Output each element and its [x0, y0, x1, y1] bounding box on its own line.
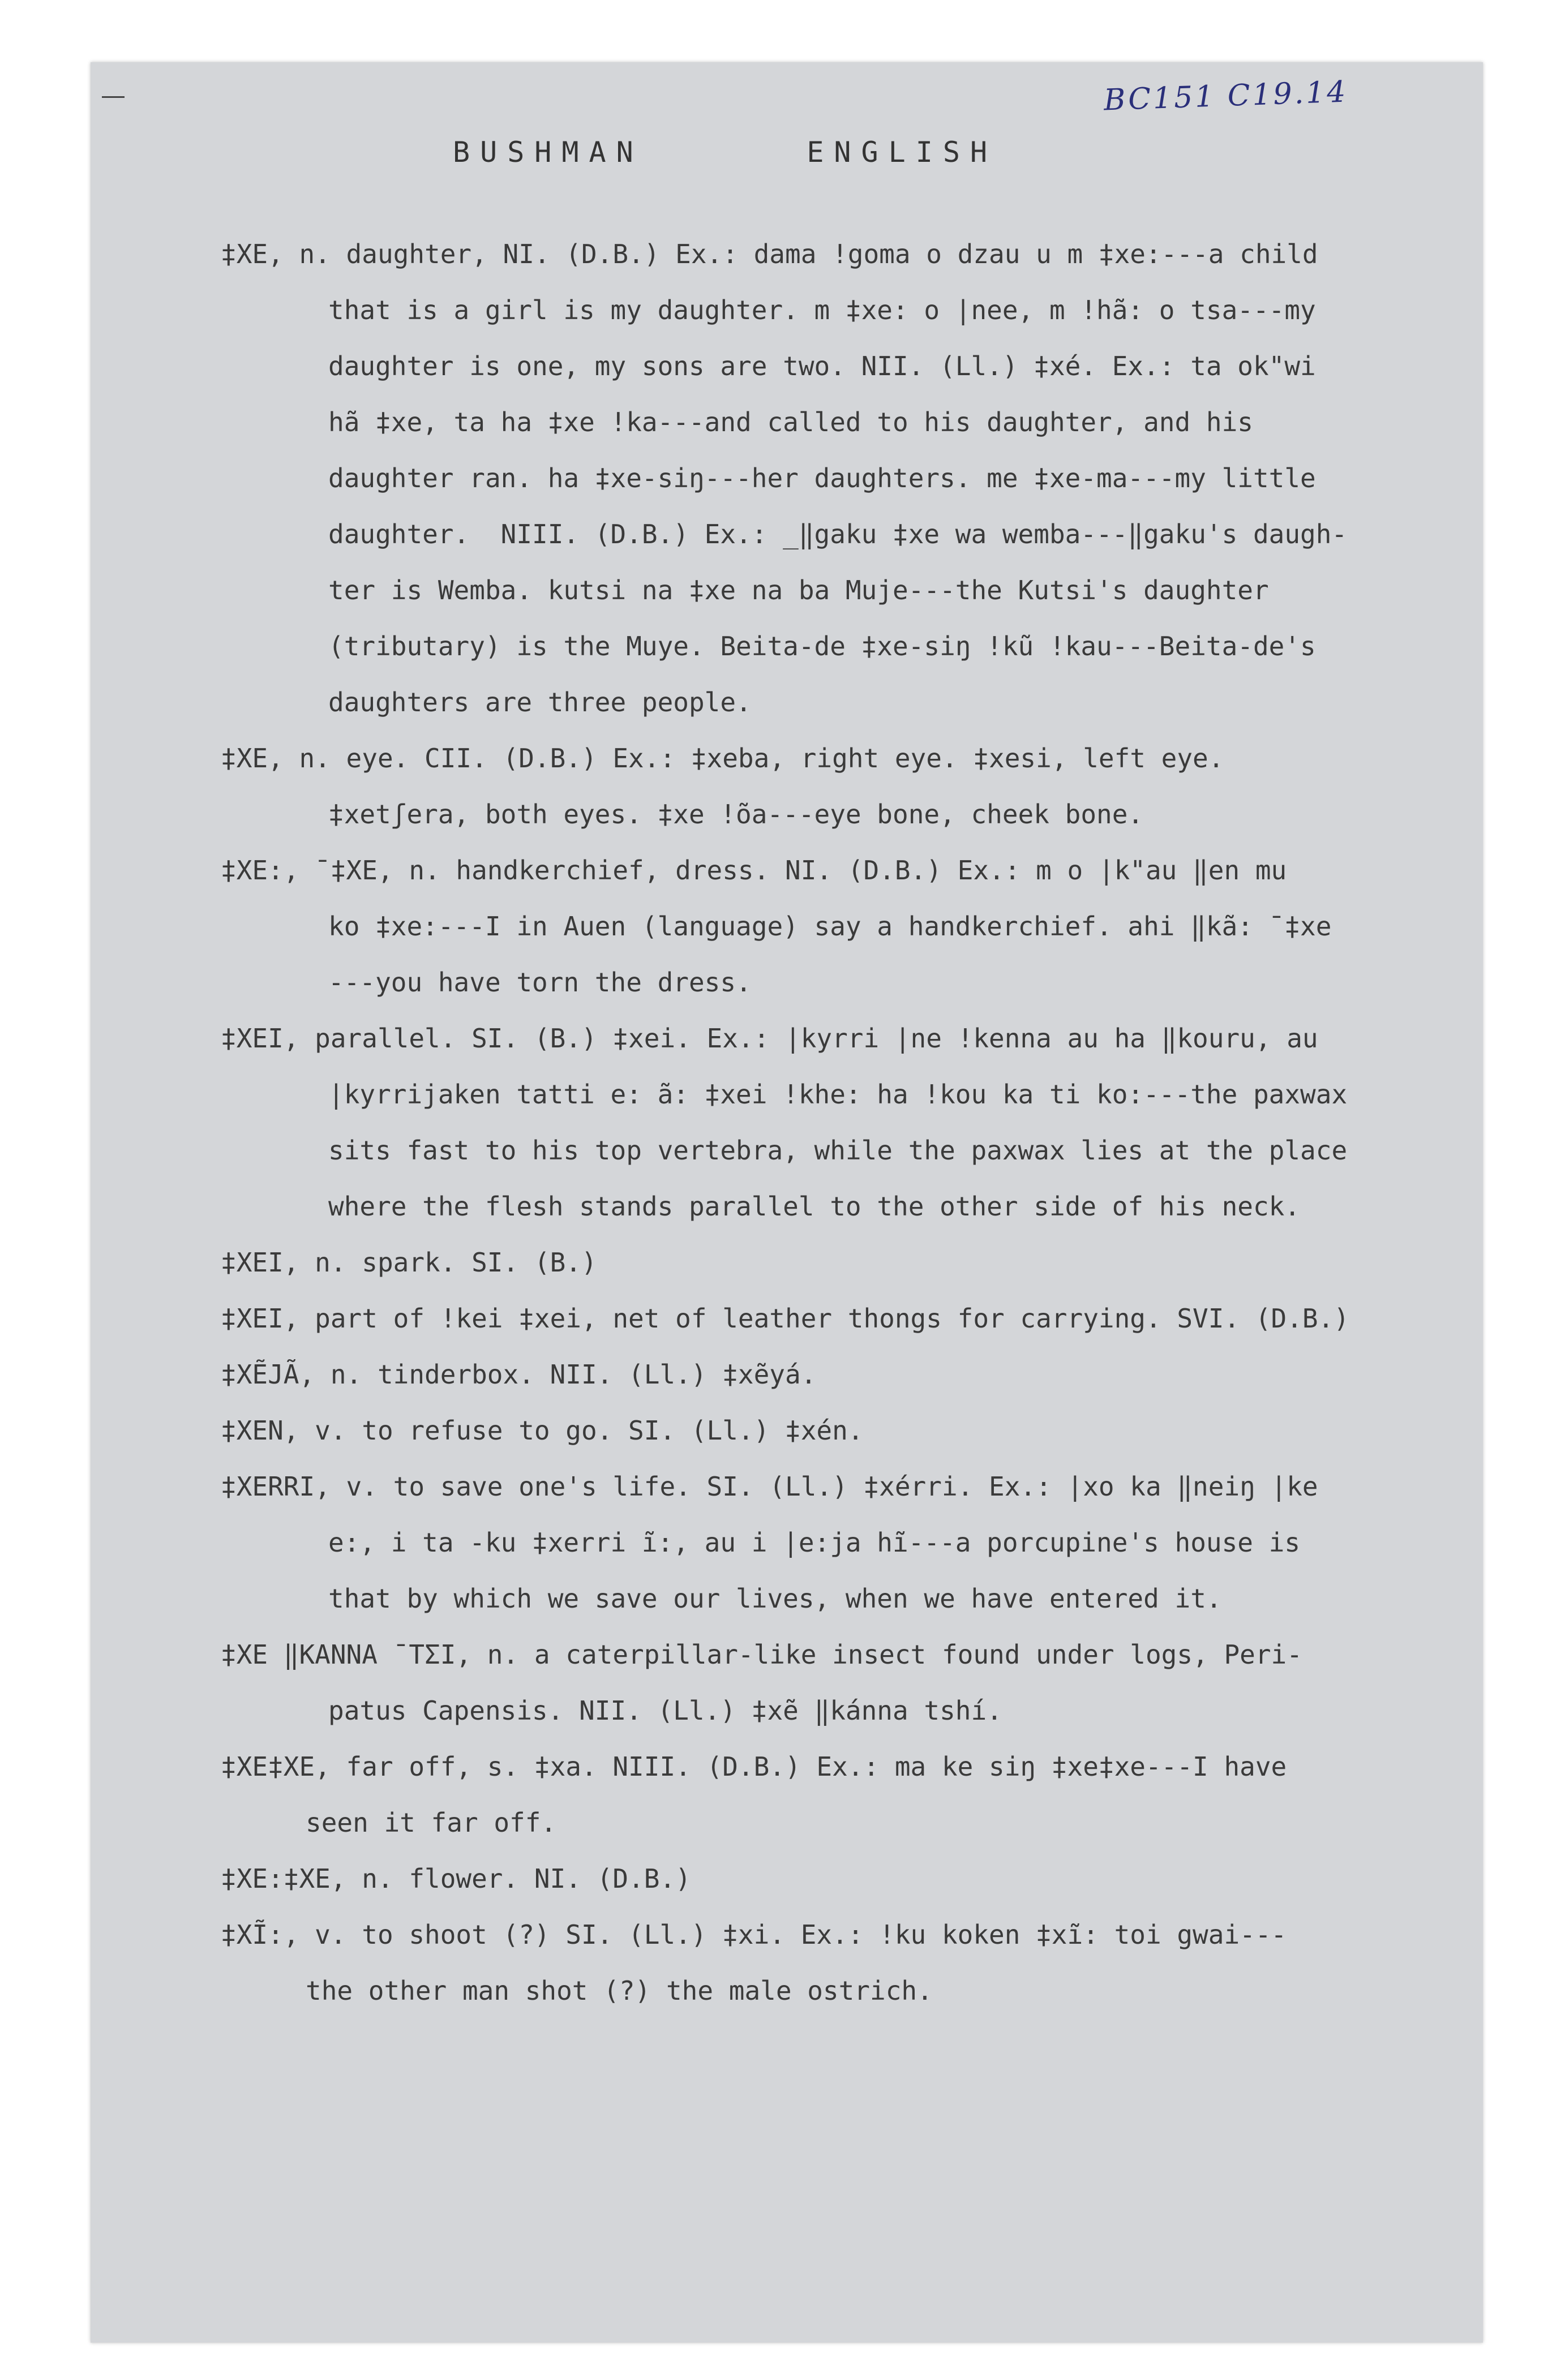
- entry-line: ‡XE, n. eye. CII. (D.B.) Ex.: ‡xeba, right eye. ‡xesi, left eye.: [221, 743, 1224, 774]
- entry-line: sits fast to his top vertebra, while the paxwax lies at the place: [328, 1135, 1348, 1166]
- entry-line: daughter ran. ha ‡xe-siŋ---her daughters. me ‡xe-ma---my little: [328, 463, 1316, 493]
- dictionary-entry: [221, 226, 1438, 731]
- entry-line: ‡XE, n. daughter, NI. (D.B.) Ex.: dama !goma o dzau u m ‡xe:---a child: [221, 239, 1318, 269]
- dictionary-entry: [221, 1235, 1438, 1291]
- entry-line: ko ‡xe:---I in Auen (language) say a handkerchief. ahi ‖kã: ¯‡xe: [328, 911, 1332, 942]
- entry-line: the other man shot (?) the male ostrich.: [306, 1975, 933, 2006]
- entry-line: |kyrrijaken tatti e: ã: ‡xei !khe: ha !kou ka ti ko:---the paxwax: [328, 1079, 1348, 1110]
- entry-line: seen it far off.: [306, 1807, 557, 1838]
- dictionary-entry: [221, 1851, 1438, 1907]
- dictionary-entry: [221, 1907, 1438, 2019]
- entry-line: ‡XERRI, v. to save one's life. SI. (Ll.) ‡xérri. Ex.: |xo ka ‖neiŋ |ke: [221, 1471, 1318, 1502]
- entry-line: ter is Wemba. kutsi na ‡xe na ba Muje---the Kutsi's daughter: [328, 575, 1269, 605]
- entry-line: ‡XEI, part of !kei ‡xei, net of leather thongs for carrying. SVI. (D.B.): [221, 1303, 1349, 1334]
- entry-line: daughter. NIII. (D.B.) Ex.: _‖gaku ‡xe wa wemba---‖gaku's daugh-: [328, 519, 1348, 549]
- entry-line: daughter is one, my sons are two. NII. (Ll.) ‡xé. Ex.: ta ok"wi: [328, 351, 1316, 381]
- page-header: BUSHMAN ENGLISH: [453, 136, 998, 169]
- entry-line: ‡XẼJÃ, n. tinderbox. NII. (Ll.) ‡xẽyá.: [221, 1359, 817, 1390]
- entry-line: ‡XE‡XE, far off, s. ‡xa. NIII. (D.B.) Ex.: ma ke siŋ ‡xe‡xe---I have: [221, 1751, 1287, 1782]
- dictionary-entry: [221, 1403, 1438, 1459]
- entry-line: (tributary) is the Muye. Beita-de ‡xe-siŋ !kũ !kau---Beita-de's: [328, 631, 1316, 661]
- entry-line: ‡XEN, v. to refuse to go. SI. (Ll.) ‡xén.: [221, 1415, 864, 1446]
- margin-mark: [102, 96, 125, 98]
- entry-line: ‡XĨ:, v. to shoot (?) SI. (Ll.) ‡xi. Ex.: !ku koken ‡xĩ: toi gwai---: [221, 1919, 1287, 1950]
- dictionary-entry: [221, 1347, 1438, 1403]
- entry-line: that is a girl is my daughter. m ‡xe: o |nee, m !hã: o tsa---my: [328, 295, 1316, 325]
- entry-line: ‡XEI, n. spark. SI. (B.): [221, 1247, 597, 1278]
- dictionary-entry: [221, 1459, 1438, 1627]
- entry-line: ‡XE:‡XE, n. flower. NI. (D.B.): [221, 1863, 691, 1894]
- typed-page: [91, 62, 1483, 2343]
- entry-line: ‡XE ‖KANNA ¯TΣI, n. a caterpillar-like insect found under logs, Peri-: [221, 1639, 1302, 1670]
- entry-line: ‡XE:, ¯‡XE, n. handkerchief, dress. NI. (D.B.) Ex.: m o |k"au ‖en mu: [221, 855, 1287, 886]
- archive-reference: BC151 C19.14: [1103, 75, 1349, 118]
- entry-line: ---you have torn the dress.: [328, 967, 752, 998]
- entry-line: where the flesh stands parallel to the other side of his neck.: [328, 1191, 1301, 1222]
- entry-line: ‡xetʃera, both eyes. ‡xe !õa---eye bone, cheek bone.: [328, 799, 1144, 830]
- entry-line: hã ‡xe, ta ha ‡xe !ka---and called to his daughter, and his: [328, 407, 1253, 437]
- entry-line: that by which we save our lives, when we have entered it.: [328, 1583, 1222, 1614]
- entry-line: daughters are three people.: [328, 687, 752, 718]
- dictionary-entry: [221, 1739, 1438, 1851]
- dictionary-entry: [221, 731, 1438, 843]
- dictionary-entries: [221, 226, 1438, 2019]
- dictionary-entry: [221, 1011, 1438, 1235]
- dictionary-entry: [221, 1291, 1438, 1347]
- entry-line: ‡XEI, parallel. SI. (B.) ‡xei. Ex.: |kyrri |ne !kenna au ha ‖kouru, au: [221, 1023, 1318, 1054]
- entry-line: patus Capensis. NII. (Ll.) ‡xẽ ‖kánna tshí.: [328, 1695, 1002, 1726]
- entry-line: e:, i ta -ku ‡xerri ĩ:, au i |e:ja hĩ---a porcupine's house is: [328, 1527, 1301, 1558]
- dictionary-entry: [221, 843, 1438, 1011]
- dictionary-entry: [221, 1627, 1438, 1739]
